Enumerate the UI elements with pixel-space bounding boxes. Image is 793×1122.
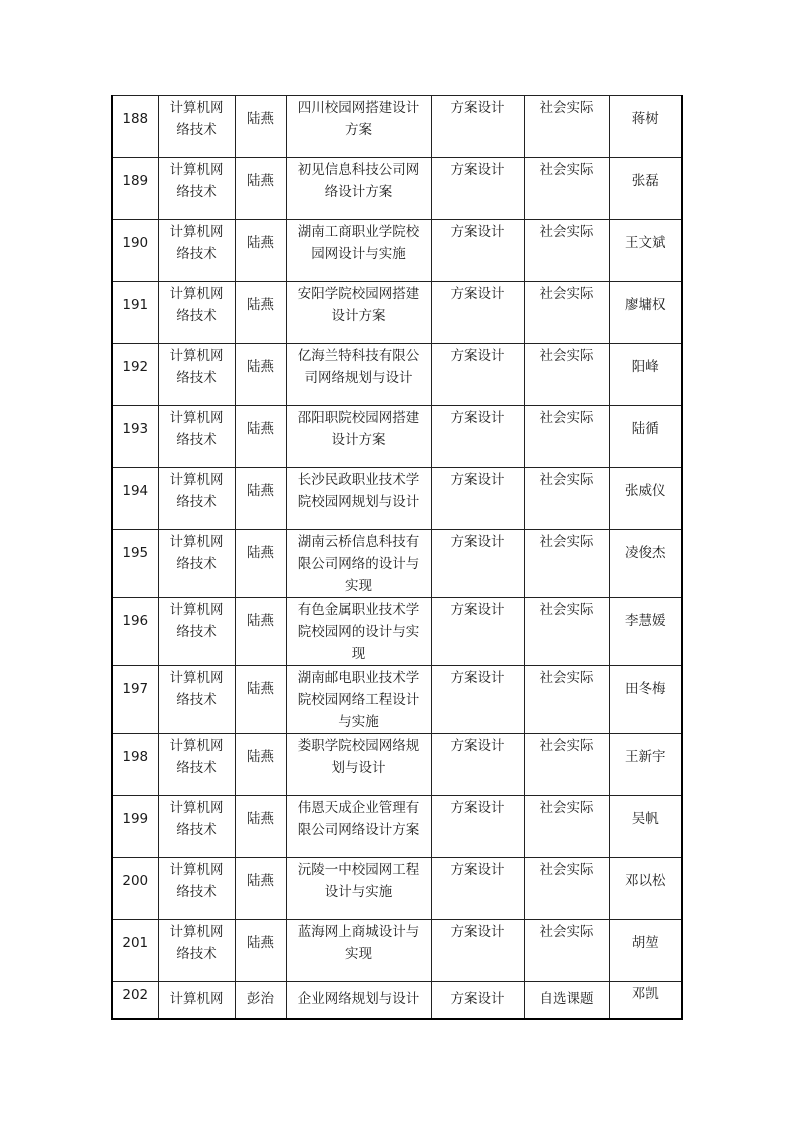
topic-table <box>111 95 683 1020</box>
topic-source-cell: 社会实际 <box>524 920 609 982</box>
topic-title-cell: 亿海兰特科技有限公司网络规划与设计 <box>286 344 431 406</box>
row-number-cell: 196 <box>112 598 158 666</box>
major-cell: 计算机网络技术 <box>158 920 235 982</box>
topic-title-cell: 沅陵一中校园网工程设计与实施 <box>286 858 431 920</box>
row-number-cell: 198 <box>112 734 158 796</box>
topic-type-cell: 方案设计 <box>431 666 524 734</box>
major-cell: 计算机网络技术 <box>158 468 235 530</box>
student-cell: 胡堃 <box>609 920 682 982</box>
topic-source-cell: 社会实际 <box>524 598 609 666</box>
topic-title-cell: 邵阳职院校园网搭建设计方案 <box>286 406 431 468</box>
topic-title-cell: 湖南云桥信息科技有限公司网络的设计与实现 <box>286 530 431 598</box>
table-row <box>112 530 682 598</box>
topic-type-cell: 方案设计 <box>431 920 524 982</box>
topic-title-cell: 长沙民政职业技术学院校园网规划与设计 <box>286 468 431 530</box>
topic-type-cell: 方案设计 <box>431 282 524 344</box>
topic-source-cell: 社会实际 <box>524 530 609 598</box>
table-row <box>112 344 682 406</box>
table-row <box>112 796 682 858</box>
major-cell: 计算机网络技术 <box>158 796 235 858</box>
table-row <box>112 158 682 220</box>
major-cell: 计算机网 <box>158 982 235 1019</box>
student-cell: 王文斌 <box>609 220 682 282</box>
student-cell: 邓凯 <box>609 982 682 1019</box>
topic-source-cell: 社会实际 <box>524 282 609 344</box>
row-number-cell: 194 <box>112 468 158 530</box>
topic-title-cell: 初见信息科技公司网络设计方案 <box>286 158 431 220</box>
major-cell: 计算机网络技术 <box>158 734 235 796</box>
topic-type-cell: 方案设计 <box>431 598 524 666</box>
student-cell: 凌俊杰 <box>609 530 682 598</box>
topic-type-cell: 方案设计 <box>431 858 524 920</box>
student-cell: 吴帆 <box>609 796 682 858</box>
tutor-cell: 陆燕 <box>235 406 286 468</box>
table-row <box>112 282 682 344</box>
row-number-cell: 190 <box>112 220 158 282</box>
major-cell: 计算机网络技术 <box>158 666 235 734</box>
major-cell: 计算机网络技术 <box>158 406 235 468</box>
table-row <box>112 982 682 1019</box>
row-number-cell: 202 <box>112 982 158 1019</box>
student-cell: 廖墉权 <box>609 282 682 344</box>
topic-source-cell: 社会实际 <box>524 666 609 734</box>
tutor-cell: 陆燕 <box>235 282 286 344</box>
tutor-cell: 陆燕 <box>235 468 286 530</box>
topic-source-cell: 社会实际 <box>524 734 609 796</box>
student-cell: 张磊 <box>609 158 682 220</box>
student-cell: 田冬梅 <box>609 666 682 734</box>
topic-type-cell: 方案设计 <box>431 96 524 158</box>
tutor-cell: 陆燕 <box>235 96 286 158</box>
topic-source-cell: 社会实际 <box>524 344 609 406</box>
topic-source-cell: 社会实际 <box>524 406 609 468</box>
student-cell: 阳峰 <box>609 344 682 406</box>
student-cell: 王新宇 <box>609 734 682 796</box>
topic-title-cell: 四川校园网搭建设计方案 <box>286 96 431 158</box>
topic-source-cell: 社会实际 <box>524 96 609 158</box>
major-cell: 计算机网络技术 <box>158 858 235 920</box>
major-cell: 计算机网络技术 <box>158 282 235 344</box>
major-cell: 计算机网络技术 <box>158 96 235 158</box>
row-number-cell: 191 <box>112 282 158 344</box>
major-cell: 计算机网络技术 <box>158 344 235 406</box>
tutor-cell: 陆燕 <box>235 734 286 796</box>
tutor-cell: 彭治 <box>235 982 286 1019</box>
tutor-cell: 陆燕 <box>235 858 286 920</box>
student-cell: 陆循 <box>609 406 682 468</box>
topic-type-cell: 方案设计 <box>431 220 524 282</box>
student-cell: 邓以松 <box>609 858 682 920</box>
topic-title-cell: 安阳学院校园网搭建设计方案 <box>286 282 431 344</box>
topic-title-cell: 蓝海网上商城设计与实现 <box>286 920 431 982</box>
table-row <box>112 666 682 734</box>
topic-type-cell: 方案设计 <box>431 734 524 796</box>
topic-type-cell: 方案设计 <box>431 982 524 1019</box>
topic-type-cell: 方案设计 <box>431 468 524 530</box>
topic-title-cell: 有色金属职业技术学院校园网的设计与实现 <box>286 598 431 666</box>
tutor-cell: 陆燕 <box>235 344 286 406</box>
topic-source-cell: 社会实际 <box>524 158 609 220</box>
table-row <box>112 858 682 920</box>
row-number-cell: 193 <box>112 406 158 468</box>
topic-title-cell: 湖南工商职业学院校园网设计与实施 <box>286 220 431 282</box>
topic-source-cell: 社会实际 <box>524 468 609 530</box>
student-cell: 蒋树 <box>609 96 682 158</box>
tutor-cell: 陆燕 <box>235 666 286 734</box>
tutor-cell: 陆燕 <box>235 220 286 282</box>
topic-type-cell: 方案设计 <box>431 406 524 468</box>
major-cell: 计算机网络技术 <box>158 220 235 282</box>
row-number-cell: 188 <box>112 96 158 158</box>
topic-source-cell: 自选课题 <box>524 982 609 1019</box>
student-cell: 张威仪 <box>609 468 682 530</box>
row-number-cell: 199 <box>112 796 158 858</box>
major-cell: 计算机网络技术 <box>158 530 235 598</box>
row-number-cell: 195 <box>112 530 158 598</box>
major-cell: 计算机网络技术 <box>158 158 235 220</box>
tutor-cell: 陆燕 <box>235 530 286 598</box>
topic-title-cell: 娄职学院校园网络规划与设计 <box>286 734 431 796</box>
table-row <box>112 96 682 158</box>
topic-type-cell: 方案设计 <box>431 344 524 406</box>
row-number-cell: 200 <box>112 858 158 920</box>
row-number-cell: 201 <box>112 920 158 982</box>
tutor-cell: 陆燕 <box>235 158 286 220</box>
topic-title-cell: 湖南邮电职业技术学院校园网络工程设计与实施 <box>286 666 431 734</box>
tutor-cell: 陆燕 <box>235 598 286 666</box>
topic-type-cell: 方案设计 <box>431 796 524 858</box>
student-cell: 李慧媛 <box>609 598 682 666</box>
topic-source-cell: 社会实际 <box>524 220 609 282</box>
table-row <box>112 734 682 796</box>
topic-title-cell: 伟恩天成企业管理有限公司网络设计方案 <box>286 796 431 858</box>
table-row <box>112 920 682 982</box>
topic-type-cell: 方案设计 <box>431 158 524 220</box>
table-row <box>112 468 682 530</box>
topic-source-cell: 社会实际 <box>524 796 609 858</box>
topic-title-cell: 企业网络规划与设计 <box>286 982 431 1019</box>
table-row <box>112 598 682 666</box>
topic-type-cell: 方案设计 <box>431 530 524 598</box>
table-row <box>112 220 682 282</box>
tutor-cell: 陆燕 <box>235 920 286 982</box>
row-number-cell: 197 <box>112 666 158 734</box>
row-number-cell: 189 <box>112 158 158 220</box>
table-row <box>112 406 682 468</box>
row-number-cell: 192 <box>112 344 158 406</box>
major-cell: 计算机网络技术 <box>158 598 235 666</box>
tutor-cell: 陆燕 <box>235 796 286 858</box>
topic-source-cell: 社会实际 <box>524 858 609 920</box>
